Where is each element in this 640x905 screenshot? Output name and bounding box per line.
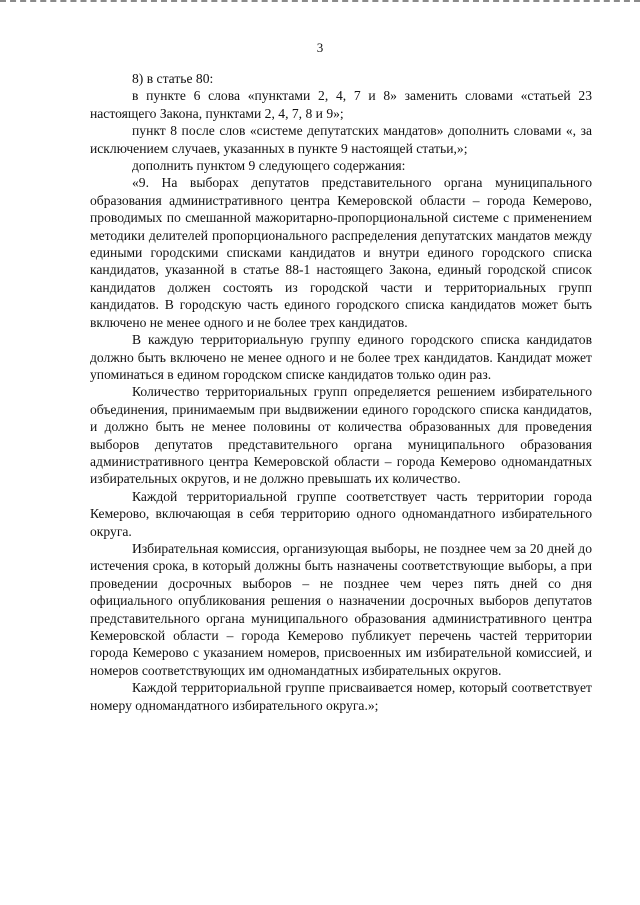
scan-edge-line: [0, 0, 640, 7]
paragraph-point-6: в пункте 6 слова «пунктами 2, 4, 7 и 8» заменить словами «статьей 23 настоящего Закона, пунктами 2, 4, 7, 8 и 9»;: [90, 88, 592, 121]
paragraph-point-9-text: «9. На выборах депутатов представительного органа муниципального образования административного центра Кемеровской области – города Кемерово, проводимых по смешанной мажоритарно-пропорциональной системе с применением методики делителей пропорционального распределения депутатских мандатов между едиными городскими списками кандидатов и внутри единого городского списка кандидатов, указанной в статье 88-1 настоящего Закона, единый городской список кандидатов должен состоять из городской части и территориальных групп кандидатов. В городскую часть единого городского списка кандидатов может быть включено не менее одного и не более трех кандидатов.: [90, 175, 592, 330]
paragraph-add-point-9: дополнить пунктом 9 следующего содержания:: [132, 158, 406, 174]
paragraph-group-count: Количество территориальных групп определяется решением избирательного объединения, принимаемым при выдвижении единого городского списка кандидатов, и должно быть не менее половины от количества образованных для проведения выборов депутатов представительного органа муниципального образования административного центра Кемеровской области – города Кемерово одномандатных избирательных округов, и не должно превышать их количество.: [90, 384, 592, 487]
paragraph-group-number: Каждой территориальной группе присваивается номер, который соответствует номеру одномандатного избирательного округа.»;: [90, 680, 592, 713]
paragraph-territorial-group: В каждую территориальную группу единого городского списка кандидатов должно быть включено не менее одного и не более трех кандидатов. Кандидат может упоминаться в едином городском списке кандидатов только один раз.: [90, 332, 592, 382]
paragraph-commission: Избирательная комиссия, организующая выборы, не позднее чем за 20 дней до истечения срока, в который должны быть назначены соответствующие выборы, а при проведении досрочных выборов – не позднее чем через пять дней со дня официального опубликования решения о назначении досрочных выборов депутатов представительного органа муниципального образования административного центра Кемеровской области – города Кемерово публикует перечень частей территории города Кемерово с указанием номеров, присвоенных им избирательной комиссией, и номеров соответствующих им одномандатных избирательных округов.: [90, 540, 592, 678]
paragraph-group-territory: Каждой территориальной группе соответствует часть территории города Кемерово, включающая в себя территорию одного одномандатного избирательного округа.: [90, 488, 592, 539]
page-number: 3: [316, 40, 324, 55]
paragraph-point-8: пункт 8 после слов «системе депутатских мандатов» дополнить словами «, за исключением случаев, указанных в пункте 9 настоящей статьи,»;: [90, 123, 592, 156]
paragraph-article-80: 8) в статье 80:: [132, 71, 214, 86]
document-body: [90, 70, 592, 714]
